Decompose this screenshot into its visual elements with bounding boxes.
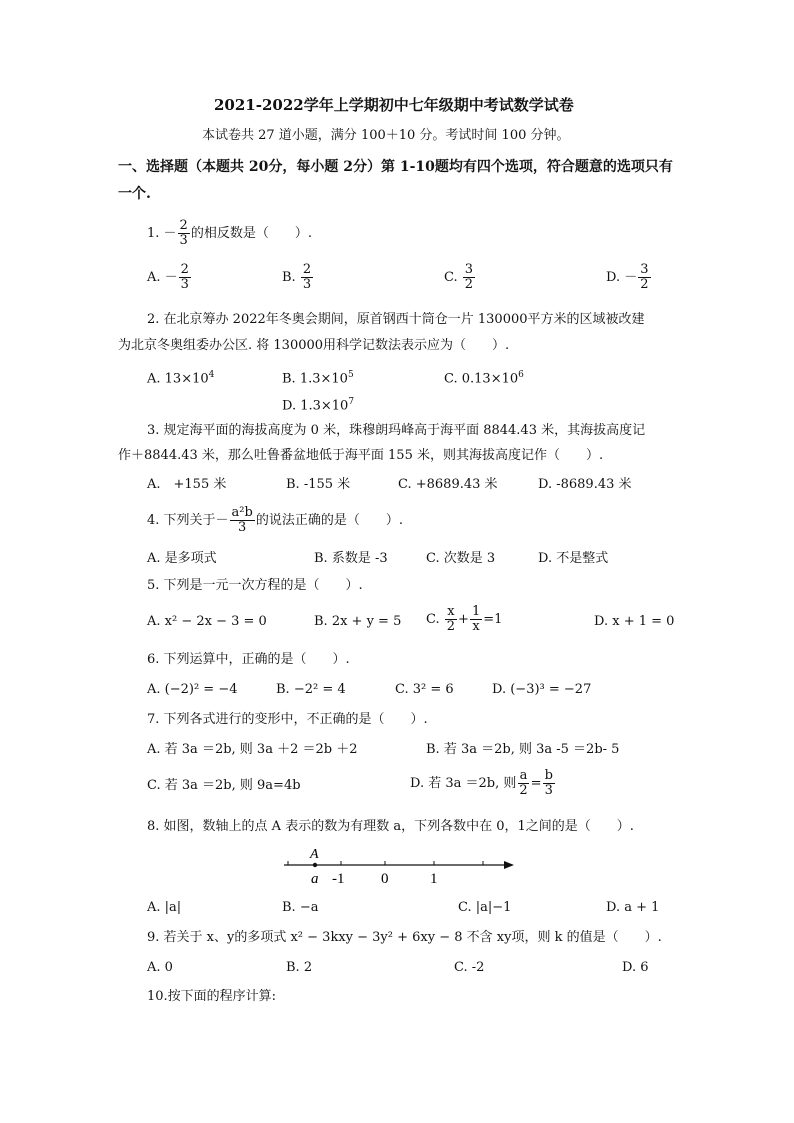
arrow-icon: [504, 861, 514, 869]
q3-option-b[interactable]: B. -155 米: [286, 477, 351, 492]
q9-stem: 9. 若关于 x、y的多项式 x² − 3kxy − 3y² + 6xy − 8 不含 xy项，则 k 的值是（ ）.: [147, 930, 662, 945]
point-a-label: A: [310, 847, 319, 862]
q5-stem: 5. 下列是一元一次方程的是（ ）.: [147, 578, 363, 593]
q2-option-d[interactable]: D. $1.3\times 10^7$: [282, 397, 355, 414]
q6-option-c[interactable]: C. 3² = 6: [395, 682, 454, 697]
q5-option-d[interactable]: D. x + 1 = 0: [594, 614, 675, 629]
q7-option-a[interactable]: A. 若 3a ＝2b, 则 3a ＋2 ＝2b ＋2: [147, 742, 358, 757]
point-a: [313, 863, 317, 867]
q3-option-c[interactable]: C. +8689.43 米: [398, 477, 498, 492]
q7-option-c[interactable]: C. 若 3a ＝2b, 则 9a=4b: [147, 778, 301, 793]
q6-stem: 6. 下列运算中，正确的是（ ）.: [147, 652, 350, 667]
tick-label-1: 1: [430, 871, 438, 887]
q6-option-a[interactable]: A. (−2)² = −4: [147, 682, 238, 697]
q2-option-c[interactable]: C. $0.13\times 10^6$: [444, 370, 524, 387]
tick-label-0: 0: [381, 871, 389, 887]
q4-option-b[interactable]: B. 系数是 -3: [314, 551, 388, 566]
q8-option-c[interactable]: C. |a|−1: [458, 900, 512, 915]
q3-option-a[interactable]: A. +155 米: [147, 477, 227, 492]
q3-option-d[interactable]: D. -8689.43 米: [538, 477, 632, 492]
q4-option-c[interactable]: C. 次数是 3: [426, 551, 496, 566]
q9-option-d[interactable]: D. 6: [622, 960, 649, 975]
q3-stem-line1: 3. 规定海平面的海拔高度为 0 米，珠穆朗玛峰高于海平面 8844.43 米，其海拔高度记: [147, 423, 646, 438]
q7-option-d[interactable]: D. 若 3a ＝2b, 则 $\frac{a}{2}$ = $\frac{b}{3}$: [410, 768, 553, 798]
q4-fraction: $\frac{\text{a²b}}{3}$: [231, 505, 253, 535]
q2-stem-line1: 2. 在北京筹办 2022年冬奥会期间，原首钢西十筒仓一片 130000平方米的区域被改建: [147, 312, 645, 327]
q5-option-a[interactable]: A. x² − 2x − 3 = 0: [147, 614, 267, 629]
q8-option-b[interactable]: B. −a: [282, 900, 319, 915]
q5-option-b[interactable]: B. 2x + y = 5: [314, 614, 402, 629]
section-heading: 一、选择题（本题共 20分，每小题 2分）第 1-10题均有四个选项，符合题意的选项只有: [118, 159, 673, 175]
q4-stem: 4. 下列关于－ $\frac{\text{a²b}}{3}$ 的说法正确的是（ ）.: [147, 505, 403, 535]
q8-option-a[interactable]: A. |a|: [147, 900, 182, 915]
number-line: [280, 845, 520, 893]
q7-stem: 7. 下列各式进行的变形中，不正确的是（ ）.: [147, 712, 428, 727]
q6-option-b[interactable]: B. −2² = 4: [276, 682, 346, 697]
tick-label-neg1: -1: [332, 871, 345, 887]
q7-option-b[interactable]: B. 若 3a ＝2b, 则 3a -5 ＝2b- 5: [426, 742, 620, 757]
q2-option-b[interactable]: B. $1.3\times 10^5$: [282, 370, 354, 387]
q5-option-c[interactable]: C. $\frac{x}{2}$ + $\frac{1}{x}$ =1: [426, 604, 503, 634]
q9-option-c[interactable]: C. -2: [454, 960, 485, 975]
q6-option-d[interactable]: D. (−3)³ = −27: [492, 682, 592, 697]
q9-option-b[interactable]: B. 2: [286, 960, 313, 975]
q1-option-d[interactable]: D. － $\frac{3}{2}$: [606, 262, 649, 292]
q1-option-c[interactable]: C. $\frac{3}{2}$: [444, 262, 474, 292]
q9-option-a[interactable]: A. 0: [147, 960, 173, 975]
q10-stem: 10.按下面的程序计算:: [147, 989, 277, 1004]
q1-option-a[interactable]: A. － $\frac{2}{3}$: [147, 262, 189, 292]
q4-option-a[interactable]: A. 是多项式: [147, 551, 217, 566]
q4-option-d[interactable]: D. 不是整式: [538, 551, 609, 566]
q3-stem-line2: 作＋8844.43 米，那么吐鲁番盆地低于海平面 155 米，则其海拔高度记作（ ）.: [118, 448, 604, 463]
q2-option-a[interactable]: A. $13\times 10^4$: [147, 370, 215, 387]
q1-fraction: $\frac{2}{3}$: [179, 218, 188, 248]
exam-info: 本试卷共 27 道小题，满分 100＋10 分。考试时间 100 分钟。: [202, 128, 570, 143]
number-line-svg: [280, 845, 520, 889]
q1-option-b[interactable]: B. $\frac{2}{3}$: [282, 262, 312, 292]
q8-option-d[interactable]: D. a + 1: [606, 900, 660, 915]
tick-label-a: a: [311, 871, 319, 887]
q1-stem: 1. － $\frac{2}{3}$ 的相反数是（ ）.: [147, 218, 312, 248]
page-title: 2021-2022学年上学期初中七年级期中考试数学试卷: [214, 96, 574, 114]
q8-stem: 8. 如图，数轴上的点 A 表示的数为有理数 a，下列各数中在 0，1之间的是（ ）.: [147, 819, 634, 834]
section-heading-cont: 一个.: [118, 186, 151, 202]
q2-stem-line2: 为北京冬奥组委办公区. 将 130000用科学记数法表示应为（ ）.: [118, 338, 510, 353]
